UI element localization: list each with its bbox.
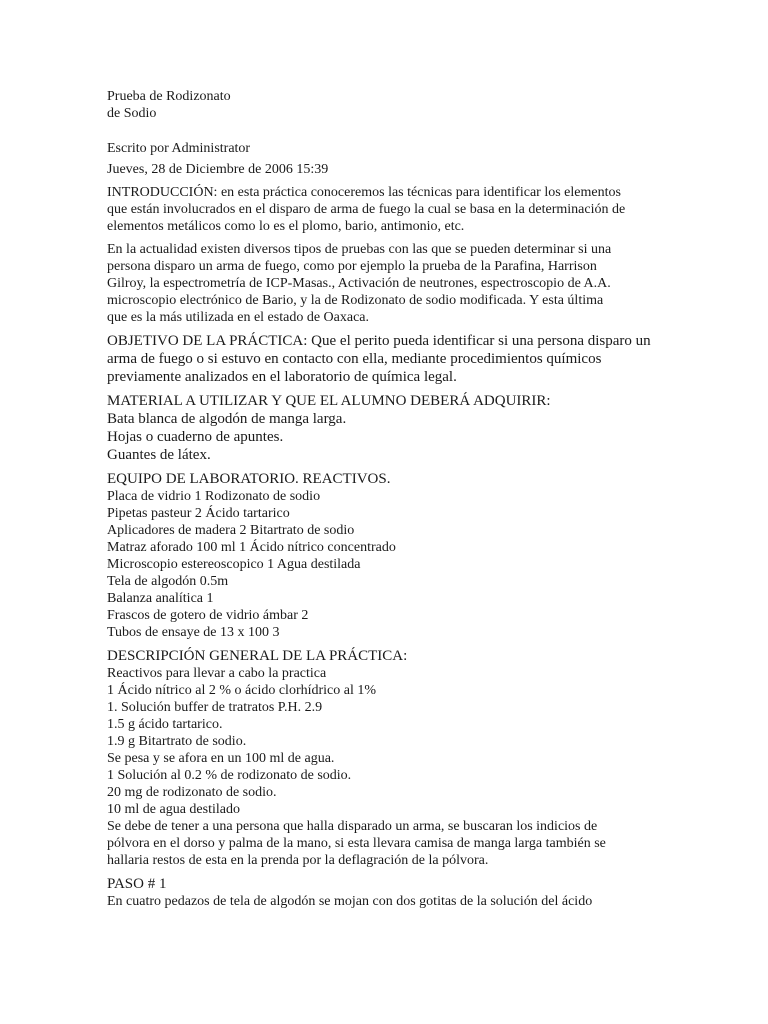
equipment-item: Placa de vidrio 1 Rodizonato de sodio	[107, 489, 321, 504]
equipment-item: Frascos de gotero de vidrio ámbar 2	[107, 608, 309, 623]
description-line: Se debe de tener a una persona que halla disparado un arma, se buscaran los indicios de	[107, 819, 598, 834]
intro-line: INTRODUCCIÓN: en esta práctica conoceremos las técnicas para identificar los elementos	[107, 185, 621, 200]
doc-date: Jueves, 28 de Diciembre de 2006 15:39	[107, 162, 329, 177]
description-item: 1. Solución buffer de tratratos P.H. 2.9	[107, 700, 323, 715]
equipment-section	[107, 470, 667, 641]
intro-paragraph	[107, 184, 667, 235]
description-item: 1 Ácido nítrico al 2 % o ácido clorhídrico al 1%	[107, 683, 377, 698]
material-item: Bata blanca de algodón de manga larga.	[107, 411, 347, 427]
equipment-item: Aplicadores de madera 2 Bitartrato de sodio	[107, 523, 355, 538]
step-section	[107, 875, 667, 910]
context-line: persona disparo un arma de fuego, como por ejemplo la prueba de la Parafina, Harrison	[107, 259, 597, 274]
objective-line: OBJETIVO DE LA PRÁCTICA: Que el perito pueda identificar si una persona disparo un	[107, 333, 651, 349]
material-section	[107, 392, 667, 464]
equipment-heading: EQUIPO DE LABORATORIO. REACTIVOS.	[107, 471, 391, 487]
context-line: Gilroy, la espectrometría de ICP-Masas., Activación de neutrones, espectroscopio de A.A.	[107, 276, 611, 291]
doc-title-line-2: de Sodio	[107, 106, 157, 121]
step-text: En cuatro pedazos de tela de algodón se mojan con dos gotitas de la solución del ácido	[107, 894, 593, 909]
objective-paragraph	[107, 332, 667, 386]
context-line: En la actualidad existen diversos tipos de pruebas con las que se pueden determinar si una	[107, 242, 612, 257]
description-item: Reactivos para llevar a cabo la practica	[107, 666, 327, 681]
objective-line: arma de fuego o si estuvo en contacto con ella, mediante procedimientos químicos	[107, 351, 602, 367]
context-line: que es la más utilizada en el estado de Oaxaca.	[107, 310, 369, 325]
description-item: 10 ml de agua destilado	[107, 802, 240, 817]
description-heading: DESCRIPCIÓN GENERAL DE LA PRÁCTICA:	[107, 648, 408, 664]
description-item: 1.9 g Bitartrato de sodio.	[107, 734, 247, 749]
material-heading: MATERIAL A UTILIZAR Y QUE EL ALUMNO DEBERÁ ADQUIRIR:	[107, 393, 551, 409]
intro-line: elementos metálicos como lo es el plomo, bario, antimonio, etc.	[107, 219, 465, 234]
equipment-item: Balanza analítica 1	[107, 591, 214, 606]
doc-title-line-1: Prueba de Rodizonato	[107, 89, 231, 104]
intro-line: que están involucrados en el disparo de arma de fuego la cual se basa en la determinación de	[107, 202, 626, 217]
description-item: 20 mg de rodizonato de sodio.	[107, 785, 277, 800]
description-line: pólvora en el dorso y palma de la mano, si esta llevara camisa de manga larga también se	[107, 836, 606, 851]
equipment-item: Tela de algodón 0.5m	[107, 574, 229, 589]
objective-line: previamente analizados en el laboratorio de química legal.	[107, 369, 457, 385]
equipment-item: Matraz aforado 100 ml 1 Ácido nítrico concentrado	[107, 540, 396, 555]
description-section	[107, 647, 667, 869]
description-line: hallaria restos de esta en la prenda por la deflagración de la pólvora.	[107, 853, 489, 868]
document-page	[107, 88, 667, 910]
doc-author: Escrito por Administrator	[107, 141, 251, 156]
context-line: microscopio electrónico de Bario, y la de Rodizonato de sodio modificada. Y esta última	[107, 293, 604, 308]
description-item: 1 Solución al 0.2 % de rodizonato de sodio.	[107, 768, 352, 783]
step-heading: PASO # 1	[107, 876, 167, 892]
equipment-item: Tubos de ensaye de 13 x 100 3	[107, 625, 280, 640]
material-item: Hojas o cuaderno de apuntes.	[107, 429, 284, 445]
material-item: Guantes de látex.	[107, 447, 211, 463]
description-item: Se pesa y se afora en un 100 ml de agua.	[107, 751, 335, 766]
equipment-item: Pipetas pasteur 2 Ácido tartarico	[107, 506, 290, 521]
equipment-item: Microscopio estereoscopico 1 Agua destilada	[107, 557, 361, 572]
description-item: 1.5 g ácido tartarico.	[107, 717, 223, 732]
context-paragraph	[107, 241, 667, 326]
